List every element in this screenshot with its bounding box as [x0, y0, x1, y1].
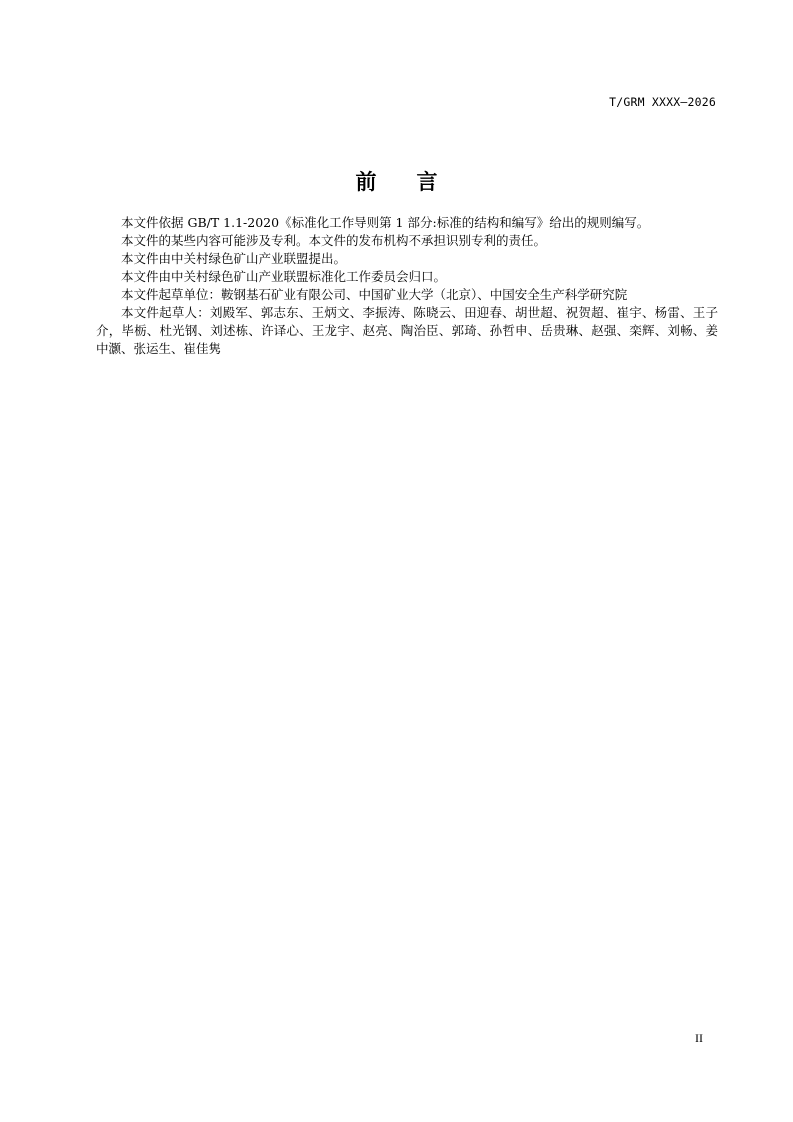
paragraph-drafters: 本文件起草人：刘殿军、郭志东、王炳文、李振涛、陈晓云、田迎春、胡世超、祝贺超、崔宇、杨雷、王子介，毕栃、杜光钢、刘述栋、许译心、王龙宇、赵亮、陶治臣、郭琦、孙哲申、岳贵琳、赵强、栾辉、刘畅、姜中灏、张运生、崔佳隽 [96, 305, 718, 356]
page-number: II [695, 1031, 703, 1045]
paragraph-patent-notice: 本文件的某些内容可能涉及专利。本文件的发布机构不承担识别专利的责任。 [121, 233, 547, 248]
title-char-1: 前 [355, 170, 377, 194]
title-char-2: 言 [416, 170, 438, 194]
paragraph-proposed-by: 本文件由中关村绿色矿山产业联盟提出。 [121, 251, 347, 266]
paragraph-drafting-rules: 本文件依据 GB/T 1.1-2020《标准化工作导则第 1 部分:标准的结构和编写》给出的规则编写。 [121, 215, 650, 230]
paragraph-drafting-units: 本文件起草单位：鞍钢基石矿业有限公司、中国矿业大学（北京）、中国安全生产科学研究院 [121, 287, 628, 302]
foreword-body [96, 214, 718, 358]
page-title [0, 166, 793, 196]
standard-code: T/GRM XXXX—2026 [609, 95, 716, 109]
paragraph-centralized-by: 本文件由中关村绿色矿山产业联盟标准化工作委员会归口。 [121, 269, 447, 284]
